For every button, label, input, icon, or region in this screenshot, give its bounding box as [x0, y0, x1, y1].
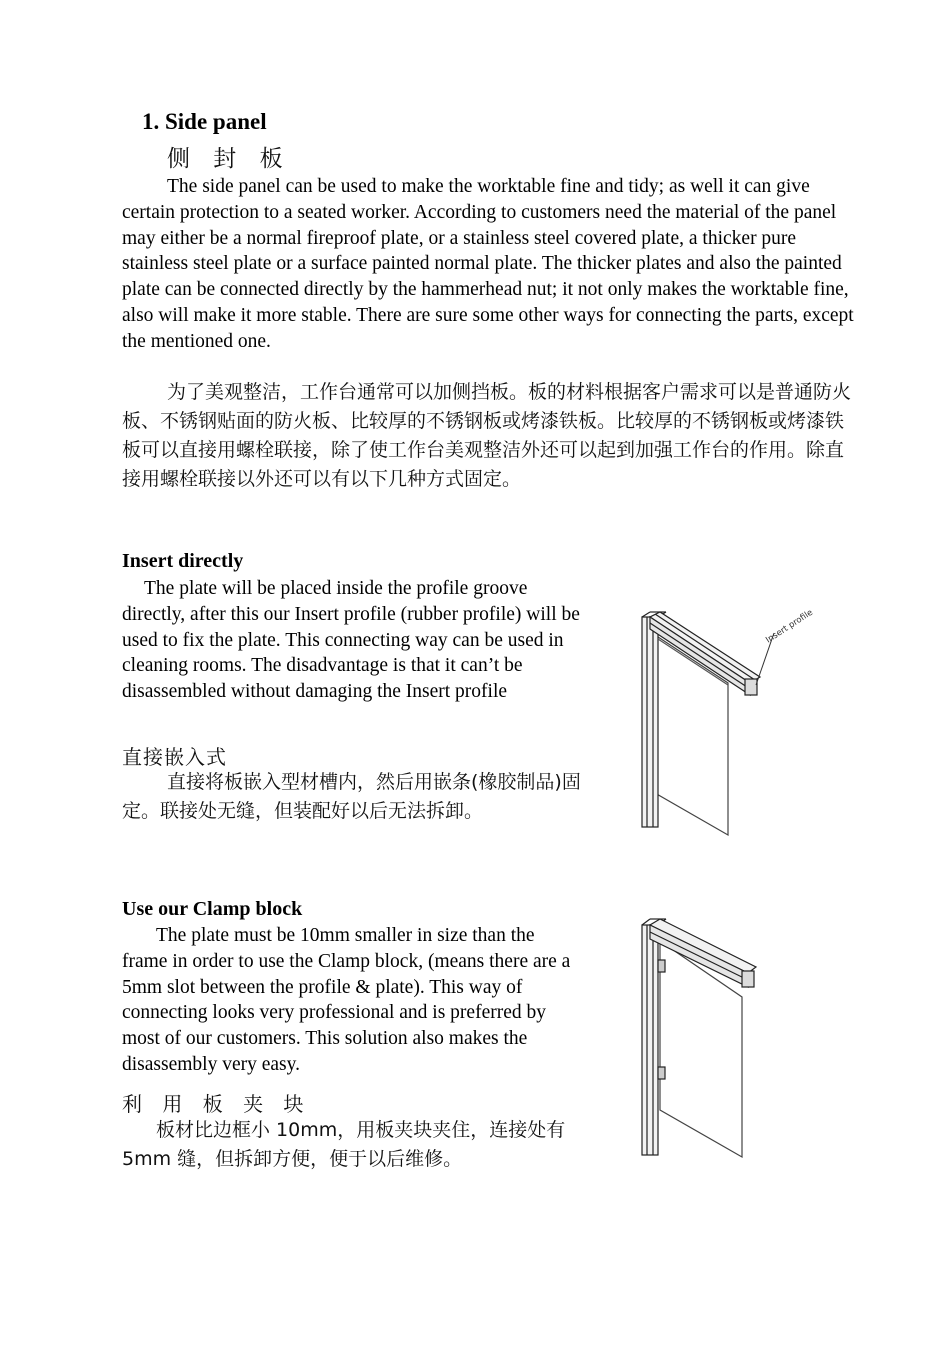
section-title-zh: 侧 封 板	[167, 146, 291, 172]
intro-paragraph-en: The side panel can be used to make the worktable fine and tidy; as well it can give certain protection to a seated worker. According to customers need the material of the panel may either be a normal fireproof plate, or a stainless steel covered plate, a thicker pure stainless steel plate or a surface painted normal plate. The thicker plates and also the painted plate can be connected directly by the hammerhead nut; it not only makes the worktable fine, also will make it more stable. There are sure some other ways for connecting the parts, except the mentioned one.	[122, 176, 854, 352]
insert-title: Insert directly	[122, 550, 244, 572]
insert-paragraph-zh: 直接将板嵌入型材槽内，然后用嵌条(橡胶制品)固定。联接处无缝，但装配好以后无法拆卸。	[122, 771, 581, 822]
insert-profile-label: Insert profile	[764, 607, 815, 646]
clamp-block-figure	[630, 905, 770, 1175]
insert-title-zh: 直接嵌入式	[122, 745, 227, 769]
clamp-paragraph-en: The plate must be 10mm smaller in size than the frame in order to use the Clamp block, (means there are a 5mm slot between the profile & plate). This way of connecting looks very professional and is preferred by most of our customers. This solution also makes the disassembly very easy.	[122, 925, 571, 1075]
section-title: 1. Side panel	[142, 109, 267, 134]
clamp-title: Use our Clamp block	[122, 898, 303, 920]
clamp-title-zh: 利 用 板 夹 块	[122, 1092, 311, 1116]
insert-paragraph-en: The plate will be placed inside the profile groove directly, after this our Insert profile (rubber profile) will be used to fix the plate. This connecting way can be used in cleaning rooms. The disadvantage is that it can’t be disassembled without damaging the Insert profile	[122, 578, 580, 703]
intro-paragraph-zh: 为了美观整洁，工作台通常可以加侧挡板。板的材料根据客户需求可以是普通防火板、不锈钢贴面的防火板、比较厚的不锈钢板或烤漆铁板。比较厚的不锈钢板或烤漆铁板可以直接用螺栓联接，除了使工作台美观整洁外还可以起到加强工作台的作用。除直接用螺栓联接以外还可以有以下几种方式固定。	[122, 381, 852, 490]
clamp-paragraph-zh: 板材比边框小 10mm，用板夹块夹住，连接处有 5mm 缝，但拆卸方便，便于以后维修。	[122, 1119, 566, 1170]
insert-profile-figure	[628, 595, 828, 840]
